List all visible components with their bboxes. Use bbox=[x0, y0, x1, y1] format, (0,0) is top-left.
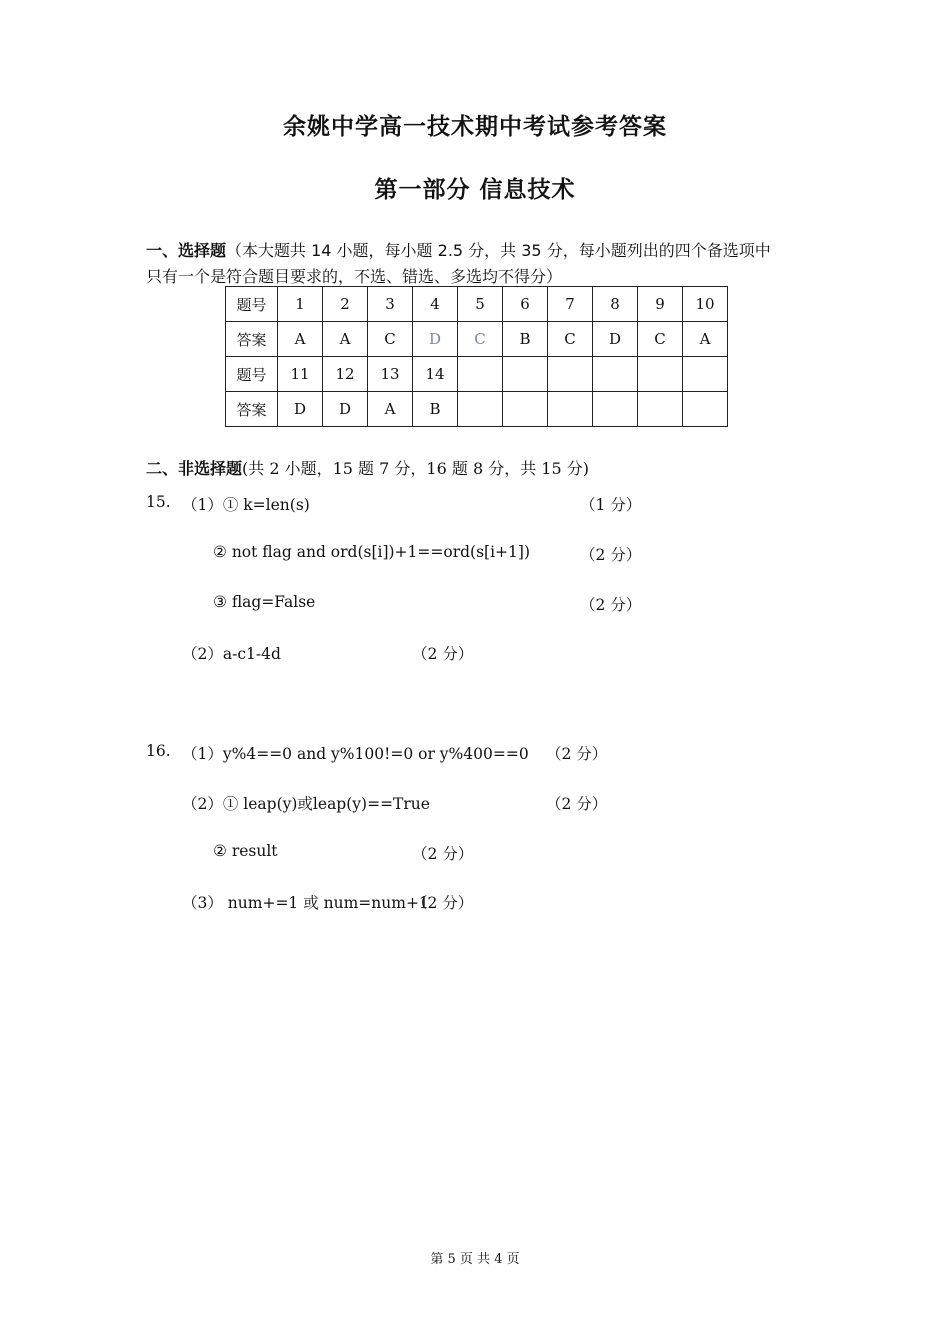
row-label: 题号 bbox=[226, 357, 278, 392]
table-cell: A bbox=[323, 322, 368, 357]
table-cell bbox=[548, 392, 593, 427]
table-row bbox=[226, 392, 728, 427]
table-cell: A bbox=[368, 392, 413, 427]
q15-line4: （2）a-c1-4d bbox=[182, 645, 281, 663]
row-label: 答案 bbox=[226, 322, 278, 357]
table-cell: 1 bbox=[278, 287, 323, 322]
q15-number: 15. bbox=[146, 493, 171, 511]
table-cell: 13 bbox=[368, 357, 413, 392]
table-cell bbox=[458, 392, 503, 427]
table-cell: 2 bbox=[323, 287, 368, 322]
q16-line2: （2）① leap(y)或leap(y)==True bbox=[182, 795, 430, 813]
table-cell: D bbox=[593, 322, 638, 357]
answer-table bbox=[225, 286, 728, 427]
q15-line1-score: （1 分） bbox=[580, 496, 642, 514]
table-cell: 6 bbox=[503, 287, 548, 322]
q15-line4-score: （2 分） bbox=[412, 645, 474, 663]
q16-line1-score: （2 分） bbox=[546, 745, 608, 763]
q15-line2-score: （2 分） bbox=[580, 546, 642, 564]
table-cell: 9 bbox=[638, 287, 683, 322]
table-cell: 12 bbox=[323, 357, 368, 392]
q15-line1: （1）① k=len(s) bbox=[182, 496, 310, 514]
table-cell bbox=[593, 392, 638, 427]
section2-heading bbox=[146, 456, 589, 479]
table-cell bbox=[503, 357, 548, 392]
table-cell bbox=[683, 357, 728, 392]
table-cell: A bbox=[278, 322, 323, 357]
table-cell bbox=[458, 357, 503, 392]
section1-label: 一、选择题 bbox=[146, 241, 227, 260]
row-label: 答案 bbox=[226, 392, 278, 427]
q16-line2-score: （2 分） bbox=[546, 795, 608, 813]
table-cell: 11 bbox=[278, 357, 323, 392]
table-cell: 10 bbox=[683, 287, 728, 322]
table-cell: 4 bbox=[413, 287, 458, 322]
q16-line3-score: （2 分） bbox=[412, 845, 474, 863]
table-cell: C bbox=[368, 322, 413, 357]
table-cell: D bbox=[278, 392, 323, 427]
section1-heading bbox=[146, 238, 816, 290]
q16-line4-score: （2 分） bbox=[412, 894, 474, 912]
row-label: 题号 bbox=[226, 287, 278, 322]
table-cell: B bbox=[413, 392, 458, 427]
table-cell bbox=[683, 392, 728, 427]
section1-desc-line1: （本大题共 14 小题，每小题 2.5 分，共 35 分，每小题列出的四个备选项中 bbox=[226, 241, 771, 260]
table-cell: 8 bbox=[593, 287, 638, 322]
q16-number: 16. bbox=[146, 742, 171, 760]
section2-desc: (共 2 小题，15 题 7 分，16 题 8 分，共 15 分) bbox=[242, 459, 589, 478]
table-cell: D bbox=[323, 392, 368, 427]
table-cell: 14 bbox=[413, 357, 458, 392]
table-cell: 3 bbox=[368, 287, 413, 322]
q16-line4: （3） num+=1 或 num=num+1 bbox=[182, 894, 429, 912]
q15-line2: ② not flag and ord(s[i])+1==ord(s[i+1]) bbox=[213, 543, 530, 561]
section2-label: 二、非选择题 bbox=[146, 459, 243, 478]
table-cell bbox=[638, 357, 683, 392]
q15-line3: ③ flag=False bbox=[213, 593, 316, 611]
table-cell: B bbox=[503, 322, 548, 357]
table-cell bbox=[503, 392, 548, 427]
section-title: 第一部分 信息技术 bbox=[374, 177, 576, 203]
table-cell: C bbox=[458, 322, 503, 357]
table-cell bbox=[548, 357, 593, 392]
table-row bbox=[226, 322, 728, 357]
table-cell: 5 bbox=[458, 287, 503, 322]
table-cell bbox=[638, 392, 683, 427]
table-cell: 7 bbox=[548, 287, 593, 322]
document-title: 余姚中学高一技术期中考试参考答案 bbox=[283, 114, 667, 140]
section1-desc-line2: 只有一个是符合题目要求的，不选、错选、多选均不得分） bbox=[146, 267, 563, 286]
table-cell: C bbox=[548, 322, 593, 357]
table-row bbox=[226, 357, 728, 392]
table-cell bbox=[593, 357, 638, 392]
table-row bbox=[226, 287, 728, 322]
page-footer: 第 5 页 共 4 页 bbox=[430, 1252, 520, 1267]
table-cell: C bbox=[638, 322, 683, 357]
table-cell: D bbox=[413, 322, 458, 357]
q15-line3-score: （2 分） bbox=[580, 596, 642, 614]
table-cell: A bbox=[683, 322, 728, 357]
q16-line3: ② result bbox=[213, 842, 278, 860]
q16-line1: （1）y%4==0 and y%100!=0 or y%400==0 bbox=[182, 745, 529, 763]
